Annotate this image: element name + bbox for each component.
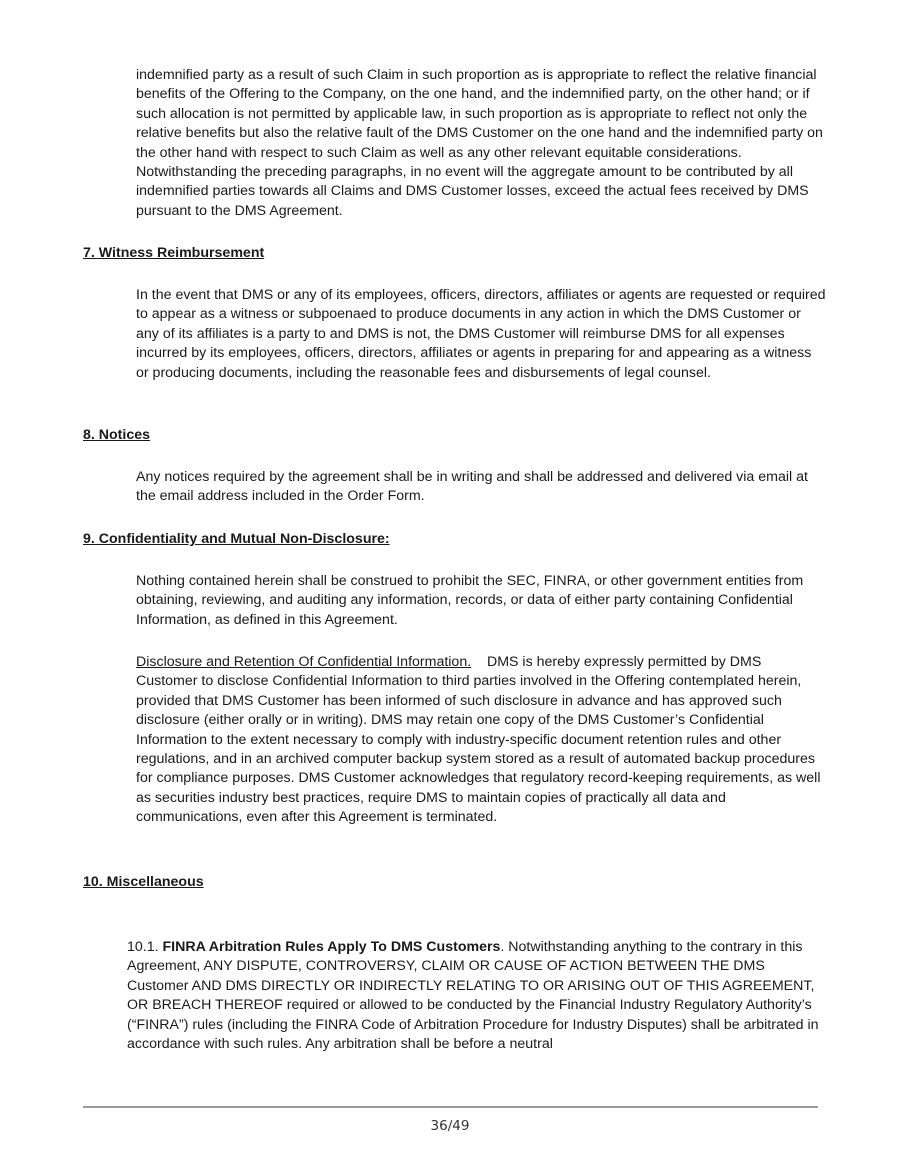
section-10-heading: 10. Miscellaneous	[83, 874, 204, 890]
disclosure-body: DMS is hereby expressly permitted by DMS Customer to disclose Confidential Information to third parties involved in the Offering contemplated herein, provided that DMS Customer has been informed of such disclosure in advance and has approved such disclosure (either orally or in writing). DMS may retain one copy of the DMS Customer’s Confidential Information to the extent necessary to comply with industry-specific document retention rules and other regulations, and in an archived computer backup system stored as a result of automated backup procedures for compliance purposes. DMS Customer acknowledges that regulatory record-keeping requirements, as well as securities industry best practices, require DMS to maintain copies of practically all data and communications, even after this Agreement is terminated.	[136, 654, 821, 826]
disclosure-paragraph	[136, 653, 826, 828]
section-9-body: Nothing contained herein shall be construed to prohibit the SEC, FINRA, or other government entities from obtaining, reviewing, and auditing any information, records, or data of either party containing Confidential Information, as defined in this Agreement.	[136, 573, 804, 628]
section-8-body: Any notices required by the agreement shall be in writing and shall be addressed and delivered via email at the email address included in the Order Form.	[136, 469, 808, 505]
intro-paragraph: indemnified party as a result of such Claim in such proportion as is appropriate to reflect the relative financial benefits of the Offering to the Company, on the one hand, and the indemnified party, on the other hand; or if such allocation is not permitted by applicable law, in such proportion as is appropriate to reflect not only the relative benefits but also the relative fault of the DMS Customer on the one hand and the indemnified party on the other hand with respect to such Claim as well as any other relevant equitable considerations. Notwithstanding the preceding paragraphs, in no event will the aggregate amount to be contributed by all indemnified parties towards all Claims and DMS Customer losses, exceed the actual fees received by DMS pursuant to the DMS Agreement.	[136, 67, 823, 219]
disclosure-title: Disclosure and Retention Of Confidential Information.	[136, 654, 472, 670]
clause-number: 10.1.	[127, 939, 159, 955]
clause-10-1-paragraph	[127, 938, 827, 1054]
clause-body: . Notwithstanding anything to the contrary in this Agreement, ANY DISPUTE, CONTROVERSY, CLAIM OR CAUSE OF ACTION BETWEEN THE DMS Customer AND DMS DIRECTLY OR INDIRECTLY RELATING TO OR ARISING OUT OF THIS AGREEMENT, OR BREACH THEREOF required or allowed to be conducted by the Financial Industry Regulatory Authority’s (“FINRA”) rules (including the FINRA Code of Arbitration Procedure for Industry Disputes) shall be arbitrated in accordance with such rules. Any arbitration shall be before a neutral	[127, 939, 819, 1053]
section-9-heading: 9. Confidentiality and Mutual Non-Disclosure:	[83, 531, 390, 547]
footer-divider	[83, 1106, 818, 1108]
page-number: 36/49	[430, 1118, 470, 1134]
clause-title: FINRA Arbitration Rules Apply To DMS Customers	[162, 939, 501, 955]
section-7-heading: 7. Witness Reimbursement	[83, 245, 265, 261]
section-8-heading: 8. Notices	[83, 427, 151, 443]
section-7-body: In the event that DMS or any of its employees, officers, directors, affiliates or agents are requested or required to appear as a witness or subpoenaed to produce documents in any action in which the DMS Customer or any of its affiliates is a party to and DMS is not, the DMS Customer will reimburse DMS for all expenses incurred by its employees, officers, directors, affiliates or agents in preparing for and appearing as a witness or producing documents, including the reasonable fees and disbursements of legal counsel.	[136, 287, 826, 381]
